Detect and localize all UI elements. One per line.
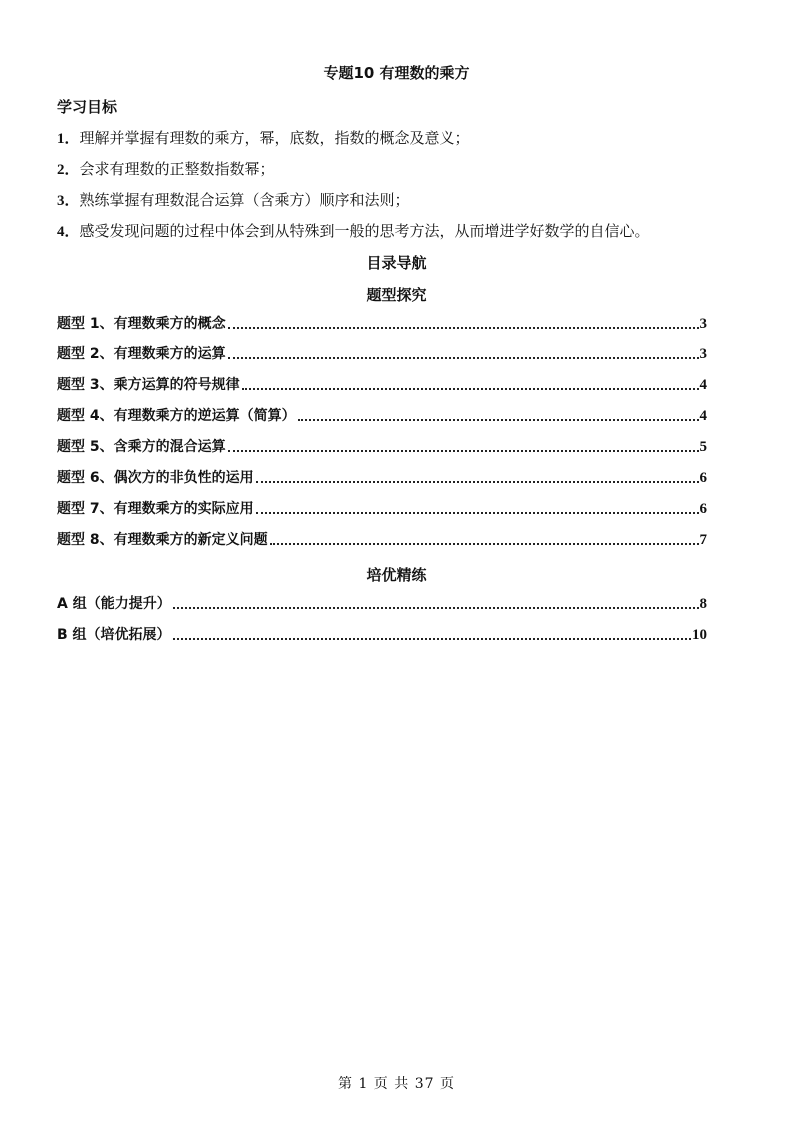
toc-dot-leader	[298, 419, 699, 421]
toc-entry-type-4[interactable]	[57, 405, 707, 425]
toc-dot-leader	[242, 388, 699, 390]
toc-section-heading-practice: 培优精练	[366, 566, 427, 584]
toc-entry-label: 题型 3、乘方运算的符号规律	[57, 377, 240, 393]
toc-page-number: 3	[699, 316, 707, 332]
toc-page-number: 4	[699, 377, 707, 393]
objective-text: 熟练掌握有理数混合运算（含乘方）顺序和法则；	[79, 191, 410, 209]
toc-section-heading-types: 题型探究	[366, 286, 427, 304]
toc-page-number: 7	[699, 532, 707, 548]
toc-entry-type-1[interactable]	[57, 313, 707, 333]
toc-page-number: 10	[692, 627, 707, 643]
toc-entry-label: 题型 7、有理数乘方的实际应用	[57, 501, 254, 517]
toc-dot-leader	[228, 327, 699, 329]
toc-dot-leader	[270, 543, 699, 545]
objective-text: 会求有理数的正整数指数幂；	[79, 160, 275, 178]
toc-page-number: 3	[699, 346, 707, 362]
toc-entry-label: 题型 4、有理数乘方的逆运算（简算）	[57, 408, 296, 424]
objective-text: 理解并掌握有理数的乘方，幂，底数，指数的概念及意义；	[79, 129, 470, 147]
objective-item	[57, 158, 275, 179]
toc-entry-label: A 组（能力提升）	[57, 596, 171, 612]
toc-entry-type-7[interactable]	[57, 498, 707, 518]
toc-entry-group-a[interactable]	[57, 593, 707, 613]
objective-item	[57, 189, 410, 210]
toc-page-number: 4	[699, 408, 707, 424]
objective-number: 4．	[57, 224, 80, 240]
objective-number: 3．	[57, 193, 80, 209]
toc-page-number: 5	[699, 439, 707, 455]
objective-text: 感受发现问题的过程中体会到从特殊到一般的思考方法，从而增进学好数学的自信心。	[79, 222, 650, 240]
toc-dot-leader	[173, 638, 691, 640]
toc-entry-type-6[interactable]	[57, 467, 707, 487]
objectives-heading: 学习目标	[57, 98, 118, 116]
objective-item	[57, 127, 470, 148]
document-title: 专题10 有理数的乘方	[323, 64, 470, 82]
toc-entry-type-5[interactable]	[57, 436, 707, 456]
toc-dot-leader	[173, 607, 699, 609]
toc-entry-label: B 组（培优拓展）	[57, 627, 171, 643]
toc-dot-leader	[228, 357, 699, 359]
toc-entry-label: 题型 2、有理数乘方的运算	[57, 346, 226, 362]
toc-heading: 目录导航	[366, 254, 427, 272]
toc-entry-label: 题型 1、有理数乘方的概念	[57, 316, 226, 332]
toc-page-number: 6	[699, 470, 707, 486]
toc-dot-leader	[256, 481, 699, 483]
toc-entry-type-3[interactable]	[57, 374, 707, 394]
toc-entry-group-b[interactable]	[57, 624, 707, 644]
objective-item	[57, 220, 650, 241]
toc-page-number: 8	[699, 596, 707, 612]
objective-number: 2．	[57, 162, 80, 178]
toc-dot-leader	[256, 512, 699, 514]
page-footer: 第 1 页 共 37 页	[338, 1076, 455, 1092]
toc-entry-type-2[interactable]	[57, 343, 707, 363]
toc-entry-label: 题型 5、含乘方的混合运算	[57, 439, 226, 455]
toc-entry-type-8[interactable]	[57, 529, 707, 549]
toc-page-number: 6	[699, 501, 707, 517]
toc-entry-label: 题型 8、有理数乘方的新定义问题	[57, 532, 268, 548]
toc-entry-label: 题型 6、偶次方的非负性的运用	[57, 470, 254, 486]
objective-number: 1．	[57, 131, 80, 147]
toc-dot-leader	[228, 450, 699, 452]
